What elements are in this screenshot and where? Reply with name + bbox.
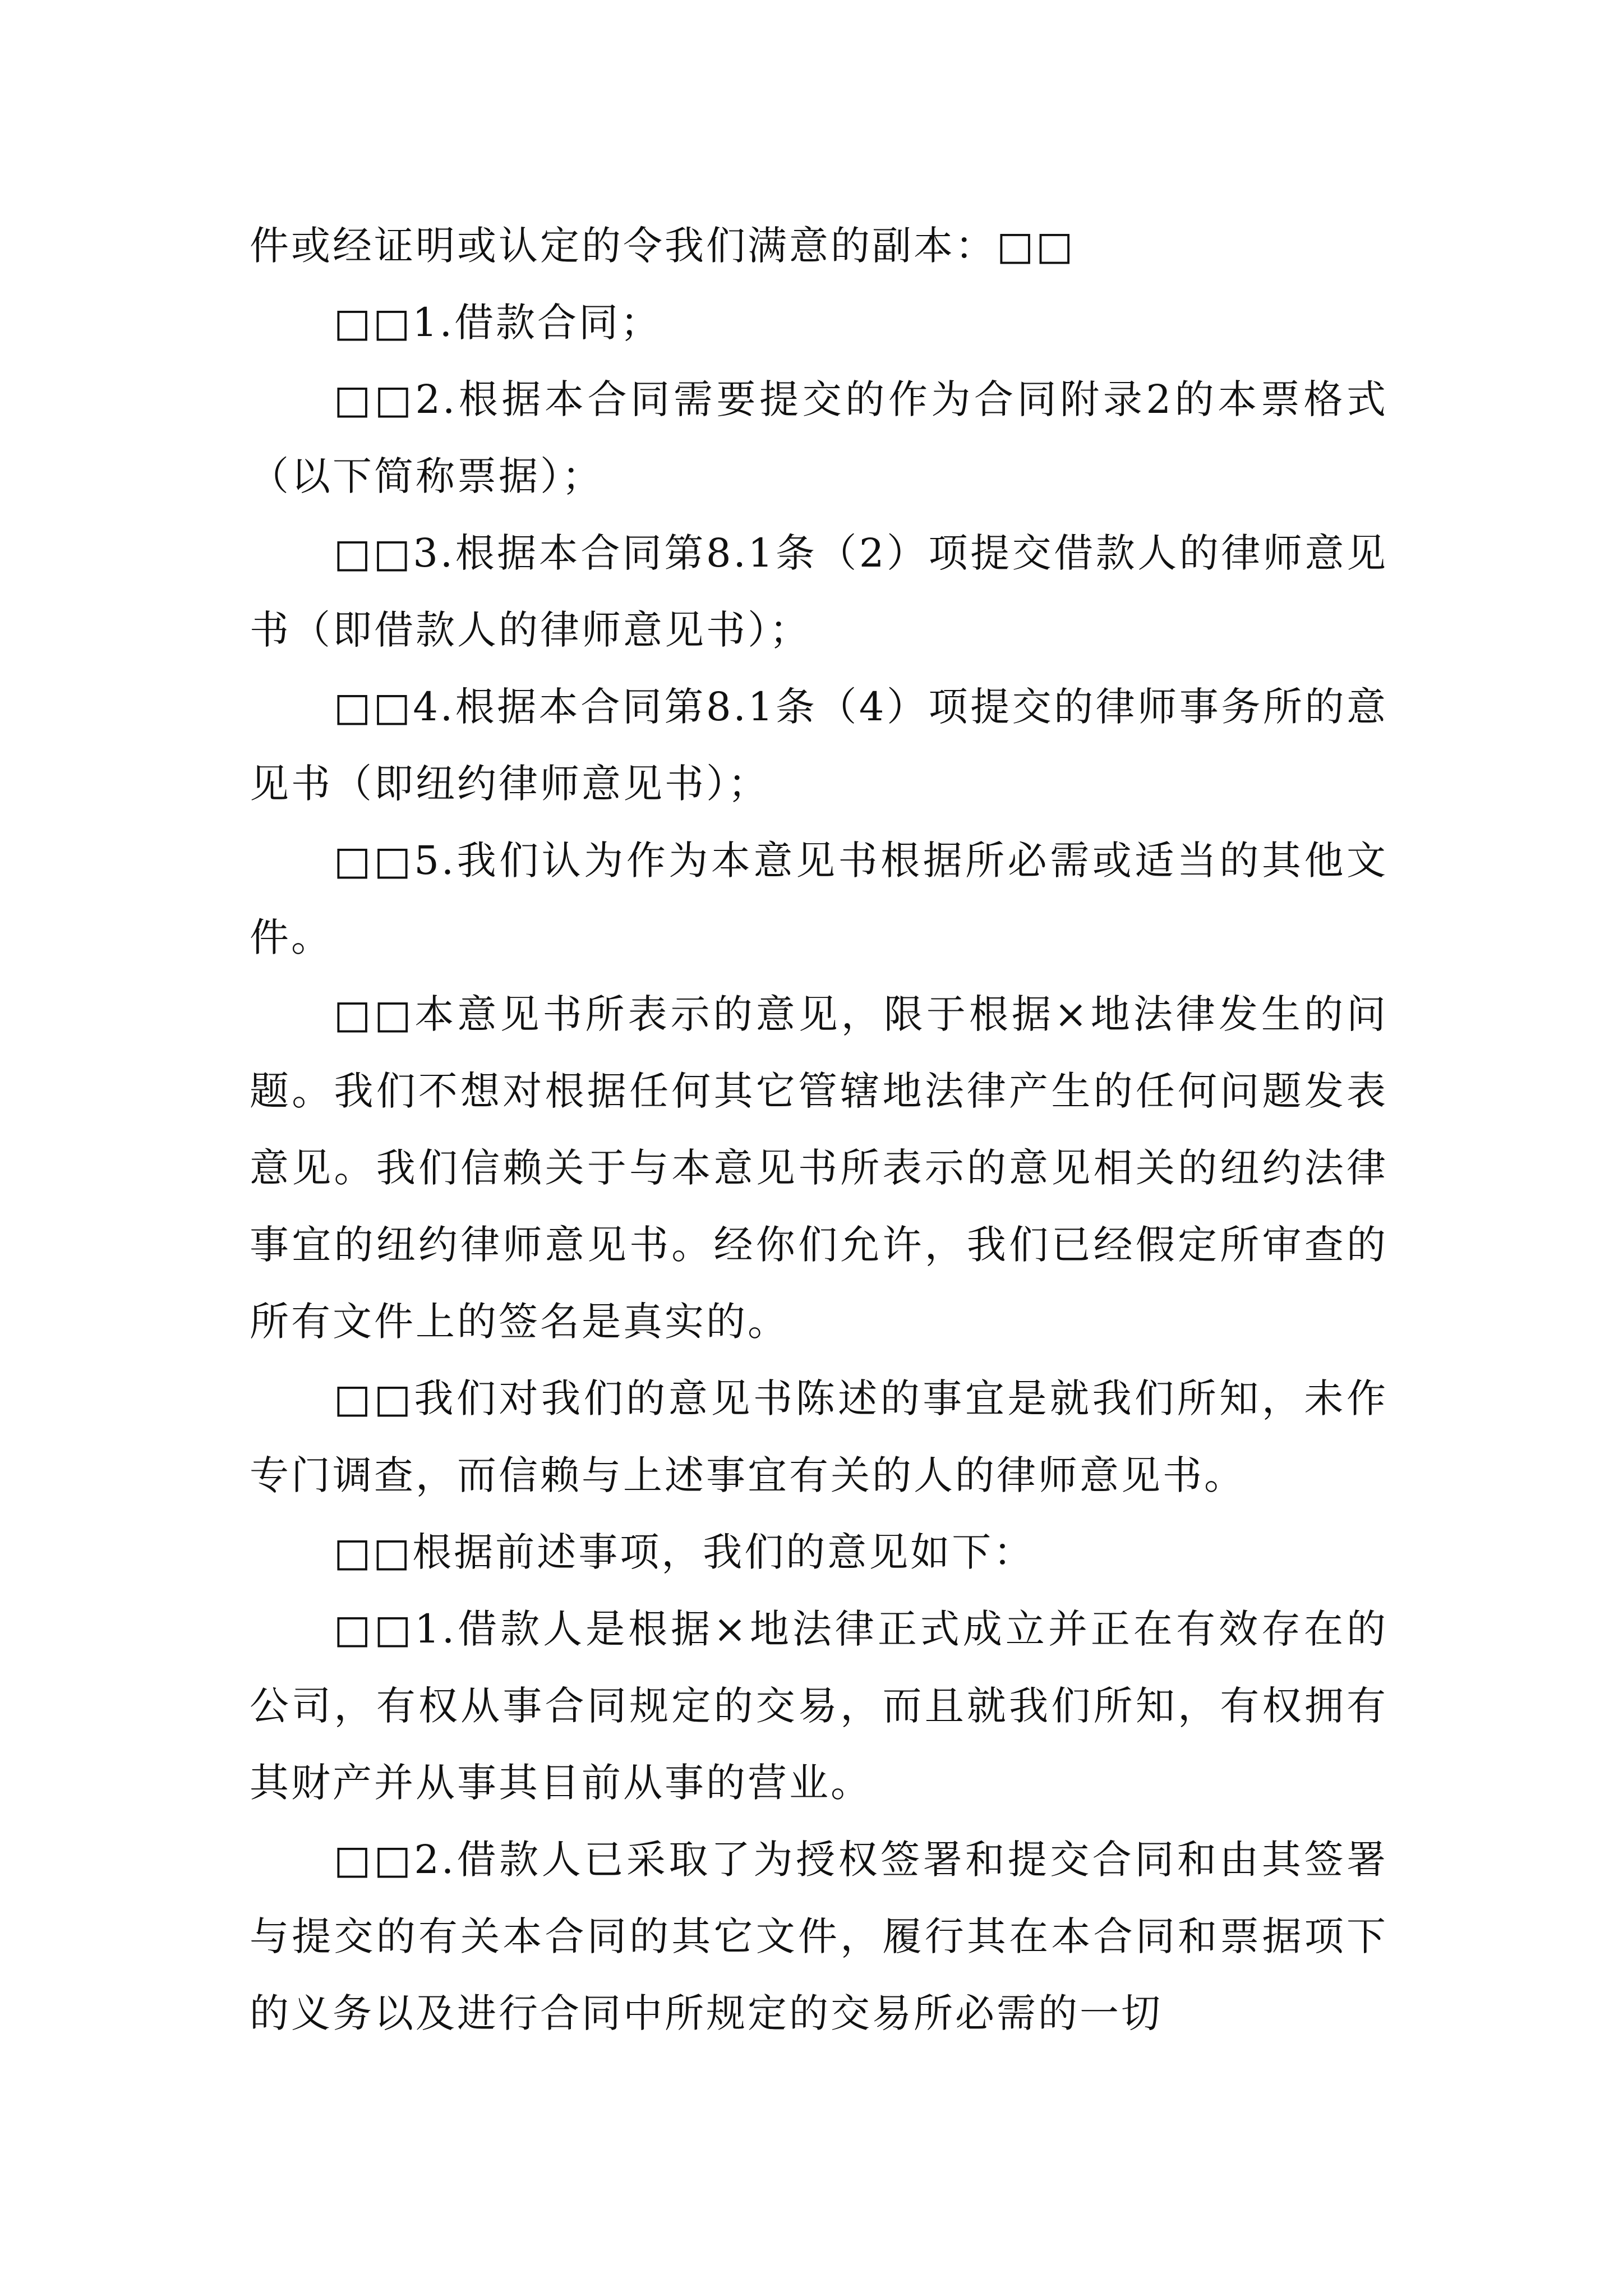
paragraph-item-5-other-documents: □□5.我们认为作为本意见书根据所必需或适当的其他文件。 bbox=[250, 838, 1388, 960]
paragraph-knowledge-qualification: □□我们对我们的意见书陈述的事宜是就我们所知，未作专门调查，而信赖与上述事宜有关的人的律师意见书。 bbox=[250, 1375, 1388, 1498]
paragraph-item-2-promissory-note: □□2.根据本合同需要提交的作为合同附录2的本票格式（以下简称票据）； bbox=[250, 376, 1388, 499]
paragraph-opinion-1: □□1.借款人是根据×地法律正式成立并正在有效存在的公司，有权从事合同规定的交易，而且就我们所知，有权拥有其财产并从事其目前从事的营业。 bbox=[250, 1606, 1388, 1806]
document-page bbox=[250, 208, 1388, 2052]
paragraph-opinion-intro: □□根据前述事项，我们的意见如下： bbox=[334, 1529, 1035, 1575]
paragraph-opinion-2: □□2.借款人已采取了为授权签署和提交合同和由其签署与提交的有关本合同的其它文件，履行其在本合同和票据项下的义务以及进行合同中所规定的交易所必需的一切 bbox=[250, 1837, 1388, 2036]
paragraph-item-4-new-york-legal-opinion: □□4.根据本合同第8.1条（4）项提交的律师事务所的意见书（即纽约律师意见书）； bbox=[250, 684, 1388, 807]
paragraph-item-1-loan-contract: □□1.借款合同； bbox=[334, 300, 662, 346]
paragraph-item-3-borrower-legal-opinion: □□3.根据本合同第8.1条（2）项提交借款人的律师意见书（即借款人的律师意见书）； bbox=[250, 530, 1388, 653]
paragraph-continuation: 件或经证明或认定的令我们满意的副本：□□ bbox=[250, 223, 1076, 269]
paragraph-scope-of-opinion: □□本意见书所表示的意见，限于根据×地法律发生的问题。我们不想对根据任何其它管辖地法律产生的任何问题发表意见。我们信赖关于与本意见书所表示的意见相关的纽约法律事宜的纽约律师意见书。经你们允许，我们已经假定所审查的所有文件上的签名是真实的。 bbox=[250, 991, 1388, 1345]
